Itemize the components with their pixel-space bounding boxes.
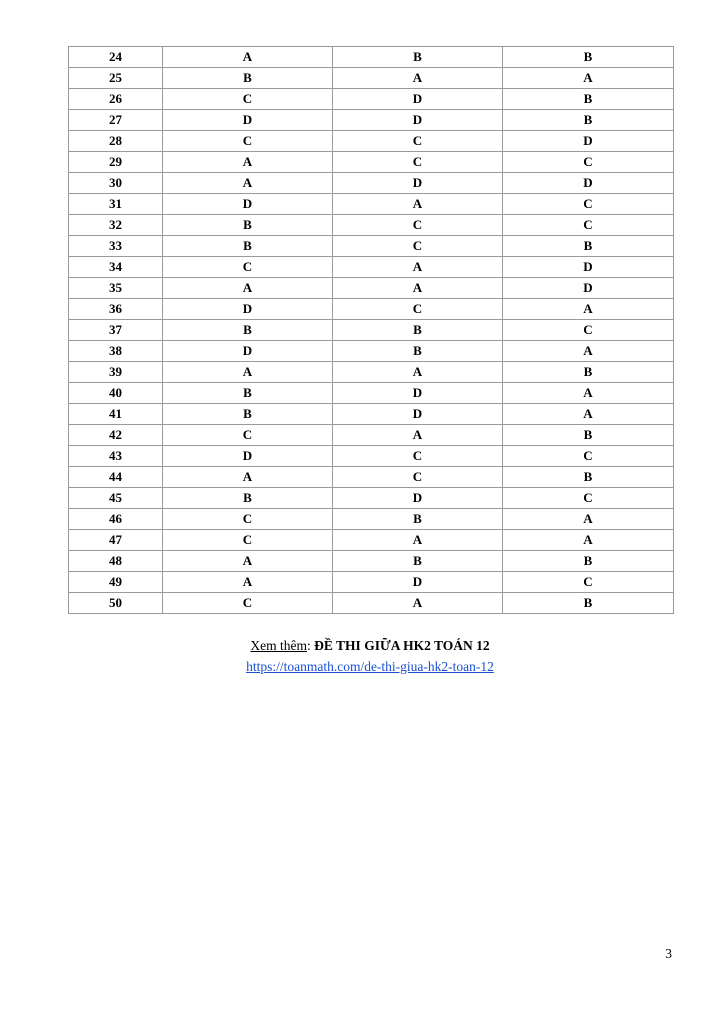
answer-cell: D <box>333 173 503 194</box>
question-number-cell: 35 <box>69 278 163 299</box>
question-number-cell: 24 <box>69 47 163 68</box>
table-row <box>69 551 674 572</box>
answer-cell: A <box>503 383 674 404</box>
answer-cell: B <box>163 68 333 89</box>
question-number-cell: 33 <box>69 236 163 257</box>
question-number-cell: 27 <box>69 110 163 131</box>
table-row <box>69 425 674 446</box>
answer-cell: B <box>333 341 503 362</box>
answer-cell: A <box>503 68 674 89</box>
question-number-cell: 39 <box>69 362 163 383</box>
question-number-cell: 42 <box>69 425 163 446</box>
answer-cell: C <box>333 215 503 236</box>
answer-cell: D <box>333 404 503 425</box>
question-number-cell: 32 <box>69 215 163 236</box>
answer-cell: D <box>163 341 333 362</box>
answer-cell: D <box>333 572 503 593</box>
answer-cell: C <box>333 152 503 173</box>
table-row <box>69 278 674 299</box>
answer-cell: D <box>333 488 503 509</box>
answer-cell: A <box>503 341 674 362</box>
answer-cell: B <box>503 551 674 572</box>
answer-cell: A <box>163 572 333 593</box>
question-number-cell: 28 <box>69 131 163 152</box>
table-row <box>69 572 674 593</box>
question-number-cell: 46 <box>69 509 163 530</box>
table-row <box>69 509 674 530</box>
answer-cell: C <box>503 488 674 509</box>
question-number-cell: 44 <box>69 467 163 488</box>
answer-cell: A <box>503 509 674 530</box>
answer-cell: C <box>163 425 333 446</box>
answer-cell: B <box>163 383 333 404</box>
answer-cell: A <box>503 530 674 551</box>
answer-cell: A <box>333 593 503 614</box>
question-number-cell: 31 <box>69 194 163 215</box>
table-row <box>69 89 674 110</box>
answer-cell: C <box>163 593 333 614</box>
see-more-note <box>0 636 725 656</box>
table-row <box>69 68 674 89</box>
table-row <box>69 152 674 173</box>
answer-cell: D <box>333 110 503 131</box>
answer-cell: B <box>333 551 503 572</box>
answer-cell: A <box>333 362 503 383</box>
question-number-cell: 40 <box>69 383 163 404</box>
answer-cell: A <box>163 173 333 194</box>
answer-cell: C <box>333 131 503 152</box>
table-row <box>69 299 674 320</box>
answer-cell: B <box>503 110 674 131</box>
answer-key-body <box>69 47 674 614</box>
table-row <box>69 257 674 278</box>
answer-cell: C <box>503 446 674 467</box>
page-number: 3 <box>665 946 672 961</box>
exam-title: ĐỀ THI GIỮA HK2 TOÁN 12 <box>314 638 490 653</box>
answer-cell: A <box>163 551 333 572</box>
answer-cell: B <box>333 509 503 530</box>
answer-cell: B <box>503 89 674 110</box>
table-row <box>69 341 674 362</box>
answer-cell: B <box>163 320 333 341</box>
answer-cell: B <box>503 362 674 383</box>
answer-cell: A <box>333 68 503 89</box>
answer-cell: A <box>503 404 674 425</box>
answer-cell: B <box>163 236 333 257</box>
answer-cell: C <box>163 509 333 530</box>
answer-cell: B <box>503 467 674 488</box>
answer-cell: C <box>503 152 674 173</box>
answer-cell: C <box>503 320 674 341</box>
answer-cell: D <box>163 194 333 215</box>
answer-cell: B <box>163 404 333 425</box>
question-number-cell: 43 <box>69 446 163 467</box>
answer-cell: C <box>333 299 503 320</box>
answer-cell: A <box>163 362 333 383</box>
question-number-cell: 41 <box>69 404 163 425</box>
answer-cell: D <box>333 383 503 404</box>
table-row <box>69 530 674 551</box>
answer-cell: B <box>163 488 333 509</box>
question-number-cell: 50 <box>69 593 163 614</box>
answer-cell: C <box>163 131 333 152</box>
question-number-cell: 34 <box>69 257 163 278</box>
answer-cell: D <box>503 131 674 152</box>
answer-cell: C <box>503 215 674 236</box>
answer-cell: D <box>163 110 333 131</box>
question-number-cell: 26 <box>69 89 163 110</box>
answer-cell: A <box>333 257 503 278</box>
answer-cell: A <box>333 278 503 299</box>
answer-cell: C <box>503 572 674 593</box>
question-number-cell: 30 <box>69 173 163 194</box>
answer-cell: C <box>333 446 503 467</box>
answer-cell: D <box>333 89 503 110</box>
link-line <box>0 657 725 677</box>
answer-cell: A <box>503 299 674 320</box>
table-row <box>69 320 674 341</box>
answer-cell: A <box>163 47 333 68</box>
answer-cell: A <box>163 278 333 299</box>
answer-cell: D <box>503 278 674 299</box>
table-row <box>69 362 674 383</box>
answer-cell: A <box>333 530 503 551</box>
answer-cell: B <box>333 47 503 68</box>
question-number-cell: 37 <box>69 320 163 341</box>
exam-link[interactable]: https://toanmath.com/de-thi-giua-hk2-toan-12 <box>246 659 494 674</box>
table-row <box>69 467 674 488</box>
question-number-cell: 25 <box>69 68 163 89</box>
table-row <box>69 593 674 614</box>
table-row <box>69 404 674 425</box>
answer-key-table <box>68 46 674 614</box>
answer-cell: A <box>333 425 503 446</box>
table-row <box>69 488 674 509</box>
answer-cell: D <box>503 257 674 278</box>
answer-cell: B <box>163 215 333 236</box>
answer-cell: C <box>333 467 503 488</box>
table-row <box>69 47 674 68</box>
question-number-cell: 47 <box>69 530 163 551</box>
question-number-cell: 38 <box>69 341 163 362</box>
table-row <box>69 131 674 152</box>
answer-cell: A <box>163 152 333 173</box>
question-number-cell: 48 <box>69 551 163 572</box>
answer-cell: B <box>503 47 674 68</box>
see-more-separator: : <box>307 638 315 653</box>
table-row <box>69 383 674 404</box>
answer-cell: B <box>333 320 503 341</box>
table-row <box>69 215 674 236</box>
answer-cell: B <box>503 236 674 257</box>
answer-cell: C <box>333 236 503 257</box>
question-number-cell: 45 <box>69 488 163 509</box>
question-number-cell: 29 <box>69 152 163 173</box>
question-number-cell: 49 <box>69 572 163 593</box>
answer-cell: B <box>503 593 674 614</box>
answer-cell: A <box>163 467 333 488</box>
answer-cell: D <box>503 173 674 194</box>
answer-cell: C <box>163 257 333 278</box>
answer-cell: A <box>333 194 503 215</box>
answer-cell: C <box>163 89 333 110</box>
see-more-label: Xem thêm <box>250 638 308 653</box>
answer-cell: B <box>503 425 674 446</box>
table-row <box>69 173 674 194</box>
table-row <box>69 194 674 215</box>
answer-cell: C <box>503 194 674 215</box>
table-row <box>69 236 674 257</box>
question-number-cell: 36 <box>69 299 163 320</box>
answer-cell: C <box>163 530 333 551</box>
table-row <box>69 446 674 467</box>
answer-cell: D <box>163 299 333 320</box>
answer-cell: D <box>163 446 333 467</box>
table-row <box>69 110 674 131</box>
